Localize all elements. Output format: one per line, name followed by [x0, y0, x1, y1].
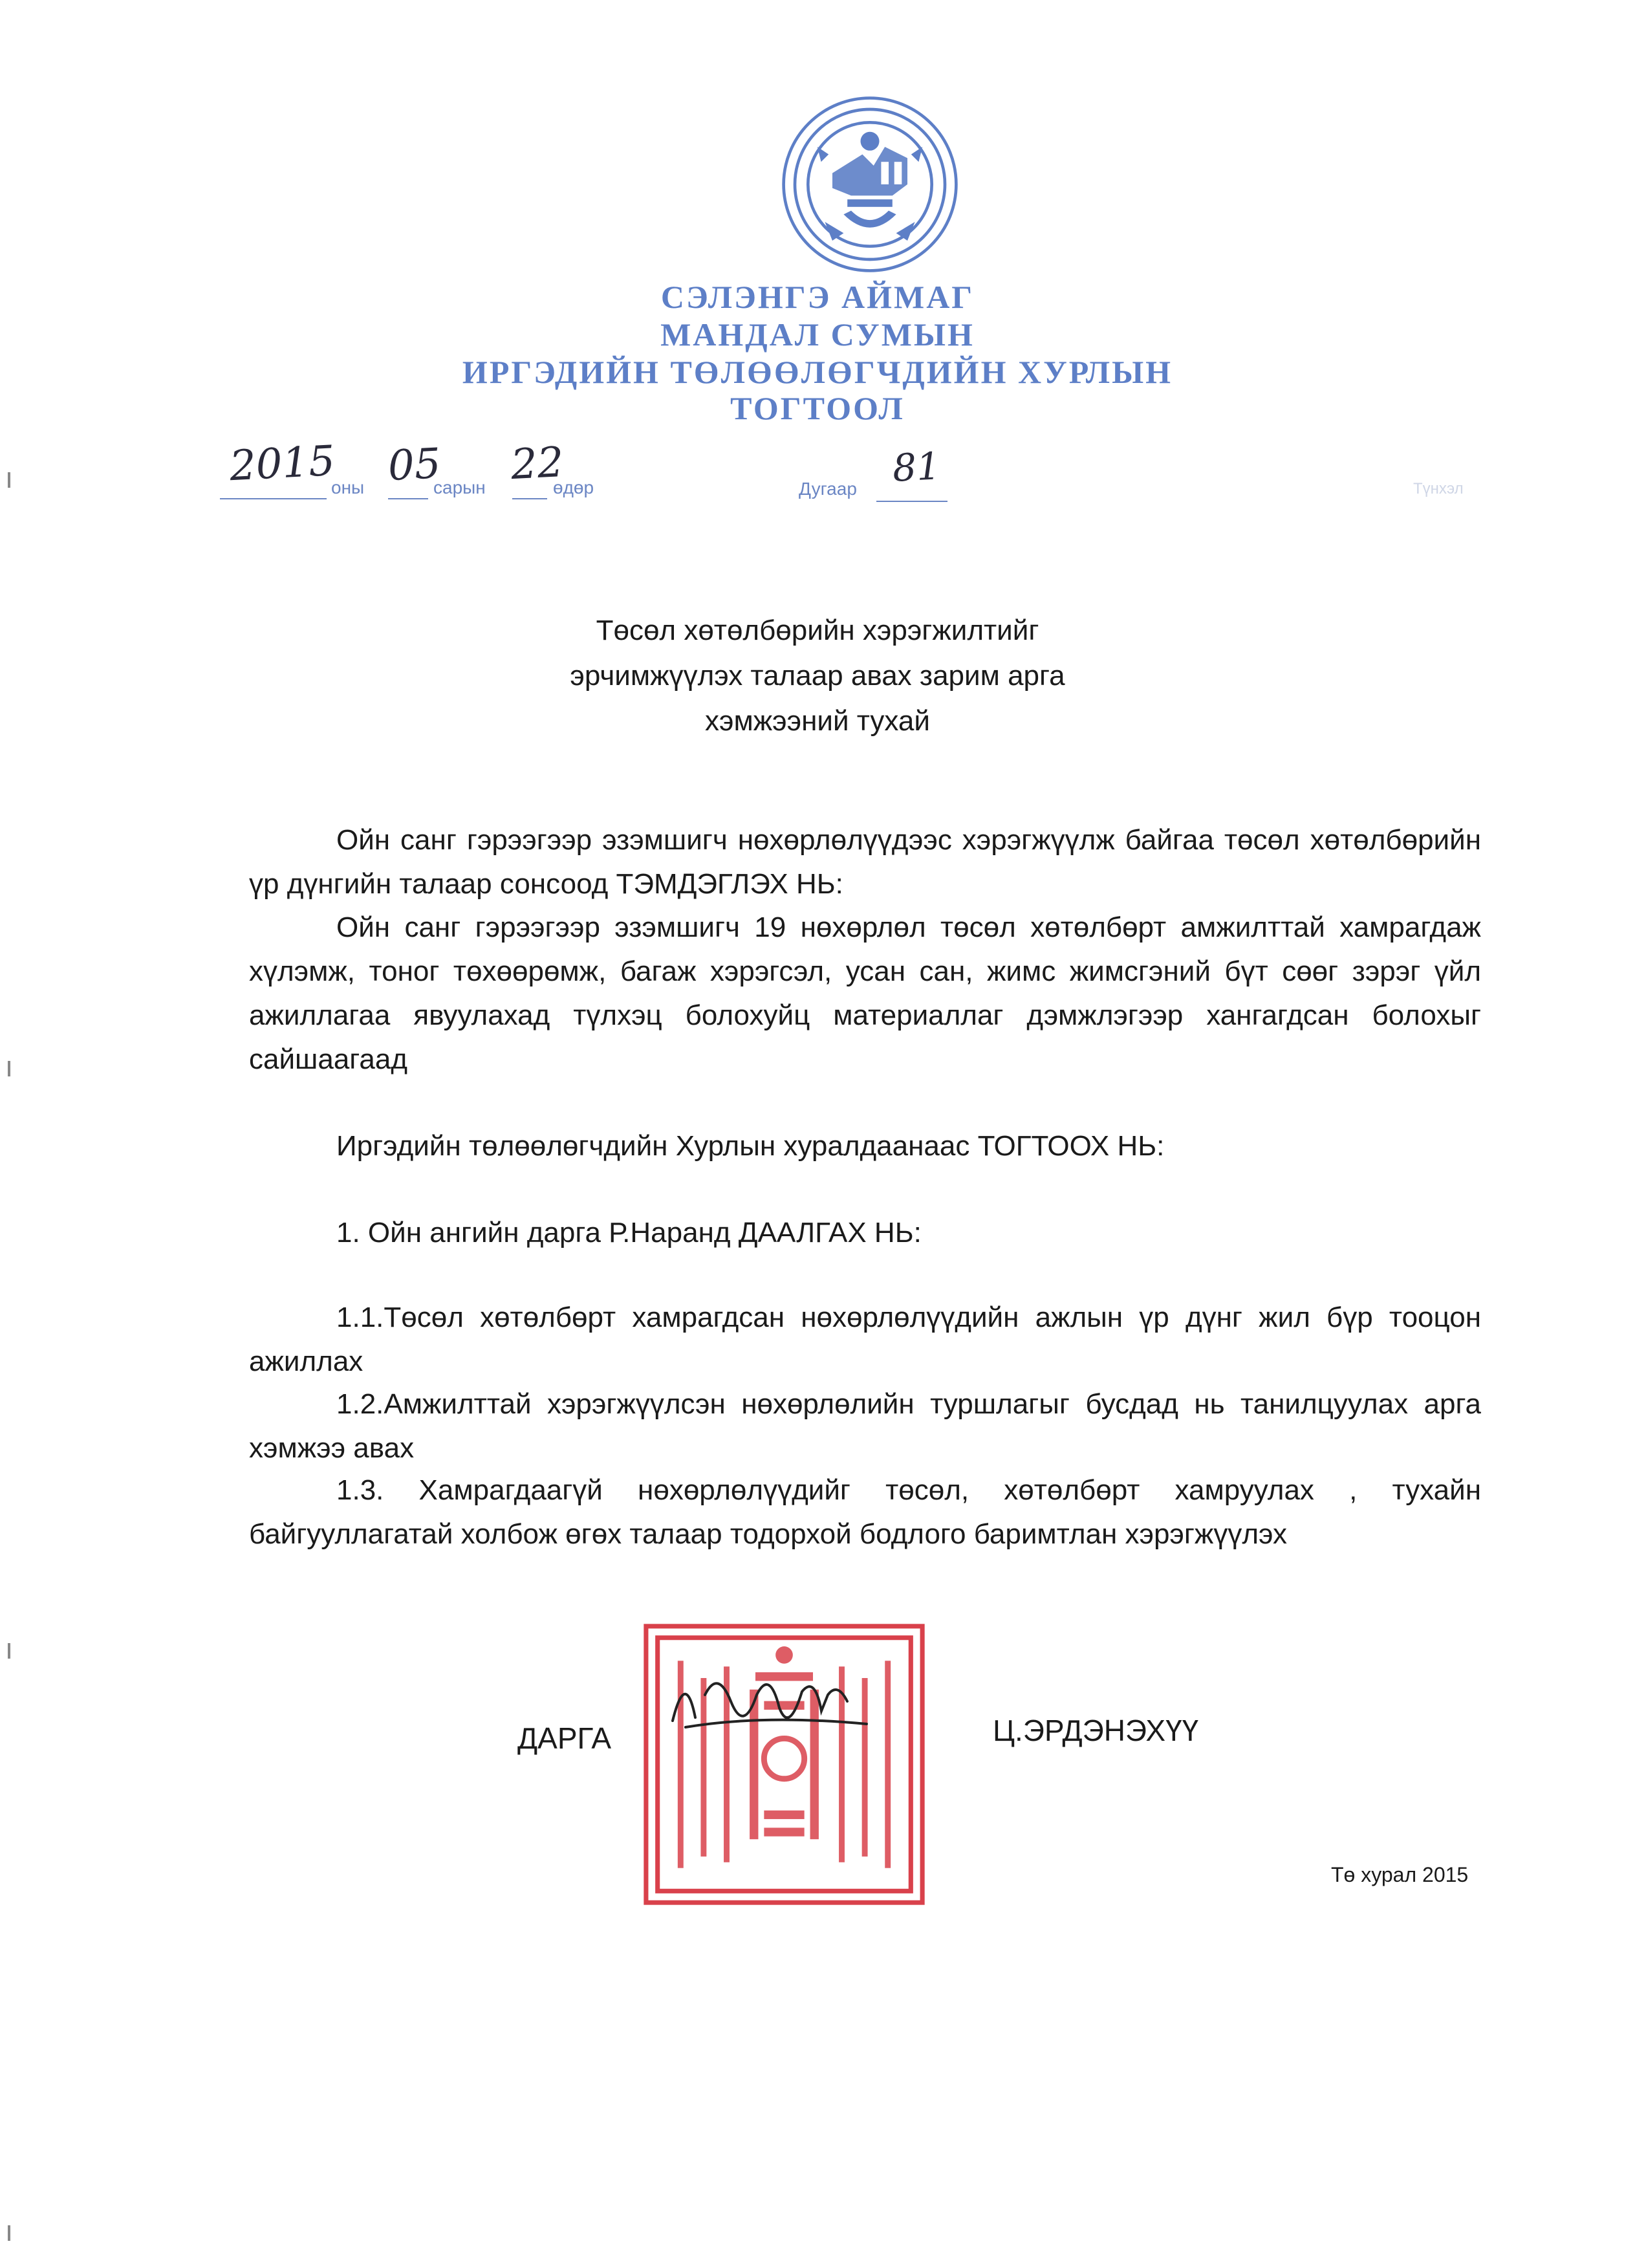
scan-mark: [8, 2225, 10, 2241]
scan-mark: [8, 472, 10, 488]
date-year: 2015: [228, 437, 336, 491]
signatory-position: ДАРГА: [517, 1721, 612, 1755]
date-day-label: өдөр: [553, 477, 594, 497]
date-month: 05: [387, 439, 442, 491]
header-resolution: ТОГТООЛ: [730, 390, 905, 426]
header-aimag: СЭЛЭНГЭ АЙМАГ: [660, 279, 975, 315]
doc-title-line3: хэмжээний тухай: [705, 705, 930, 737]
footer-note: Тө хурал 2015: [1331, 1863, 1469, 1886]
item-1-3: 1.3. Хамрагдаагүй нөхөрлөлүүдийг төсөл, хөтөлбөрт хамруулах , тухайн байгууллагатай холбож өгөх талаар тодорхой бодлого баримтлан хэрэгжүүлэх: [249, 1474, 1481, 1550]
paragraph-notes: Ойн санг гэрээгээр эзэмшигч нөхөрлөлүүдээс хэрэгжүүлж байгаа төсөл хөтөлбөрийн үр дүнгийн талаар сонсоод ТЭМДЭГЛЭХ НЬ:: [249, 824, 1481, 900]
doc-title-line2: эрчимжүүлэх талаар авах зарим арга: [570, 660, 1065, 692]
header-council: ИРГЭДИЙН ТӨЛӨӨЛӨГЧДИЙН ХУРЛЫН: [462, 354, 1173, 390]
date-day: 22: [510, 438, 565, 490]
signature-handwritten: [660, 1656, 873, 1753]
doc-title-line1: Төсөл хөтөлбөрийн хэрэгжилтийг: [596, 615, 1039, 646]
item-1-1: 1.1.Төсөл хөтөлбөрт хамрагдсан нөхөрлөлүүдийн ажлын үр дүнг жил бүр тооцон ажиллах: [249, 1302, 1481, 1377]
date-year-label: оны: [331, 477, 365, 497]
signatory-name: Ц.ЭРДЭНЭХҮҮ: [993, 1714, 1199, 1747]
scan-mark: [8, 1061, 10, 1076]
resolution-number: 81: [891, 444, 942, 490]
paragraph-resolves: Иргэдийн төлөөлөгчдийн Хурлын хуралдаанаас ТОГТООХ НЬ:: [336, 1130, 1165, 1162]
date-month-label: сарын: [433, 477, 486, 497]
scan-mark: [8, 1643, 10, 1659]
item-1: 1. Ойн ангийн дарга Р.Наранд ДААЛГАХ НЬ:: [336, 1217, 922, 1248]
place-label: Түнхэл: [1413, 480, 1464, 497]
item-1-2: 1.2.Амжилттай хэрэгжүүлсэн нөхөрлөлийн туршлагыг бусдад нь танилцуулах арга хэмжээ авах: [249, 1388, 1481, 1464]
number-label: Дугаар: [799, 479, 857, 499]
state-emblem-icon: [776, 91, 964, 278]
header-soum: МАНДАЛ СУМЫН: [660, 316, 975, 353]
paragraph-praise: Ойн санг гэрээгээр эзэмшигч 19 нөхөрлөл төсөл хөтөлбөрт амжилттай хамрагдаж хүлэмж, тоног төхөөрөмж, багаж хэрэгсэл, усан сан, жимс жимсгэний бүт сөөг зэрэг үйл ажиллагаа явуулахад түлхэц болохуйц материаллаг дэмжлэгээр хангагдсан болохыг сайшаагаад: [249, 911, 1481, 1075]
